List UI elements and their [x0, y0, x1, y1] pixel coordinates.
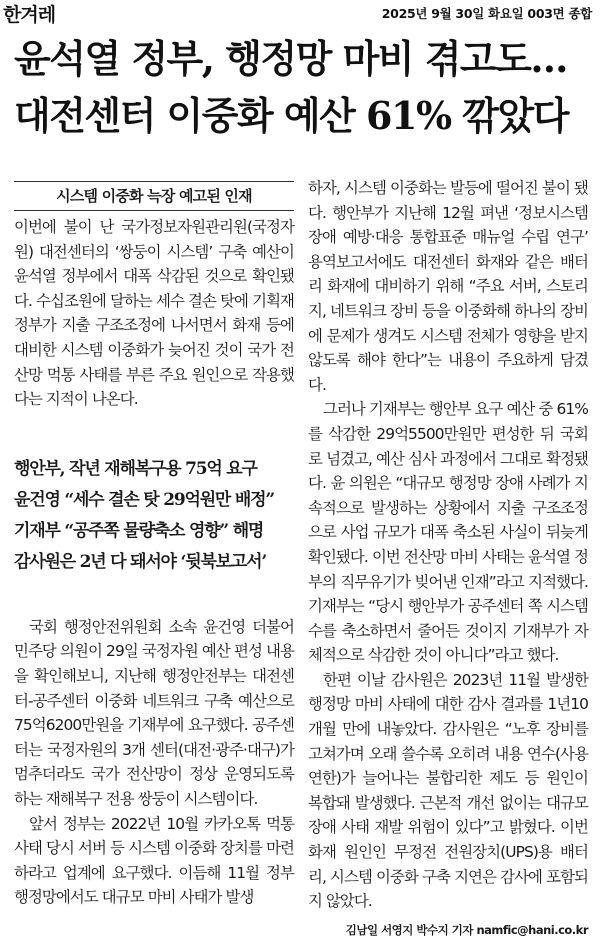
masthead — [0, 0, 600, 24]
headline-line-2: 대전센터 이중화 예산 61% 깎았다 — [14, 93, 568, 138]
headline — [14, 30, 594, 144]
byline: 김남일 서영지 박수지 기자 namfic@hani.co.kr — [345, 922, 588, 937]
headline-line-1: 윤석열 정부, 행정망 마비 겪고도… — [14, 36, 567, 81]
body-paragraph: 앞서 정부는 2022년 10월 카카오톡 먹통 사태 당시 서버 등 시스템 이중화 장치를 마련하라고 업계에 요구했다. 이듬해 11월 정부 행정망에서도 대규모 마비 사태가 발생 — [14, 814, 294, 907]
body-paragraph: 그러나 기재부는 행안부 요구 예산 중 61%를 삭감한 29억5500만원만 편성한 뒤 국회로 넘겼고, 예산 심사 과정에서 그대로 확정됐다. 윤 의원은 “대규모 행정망 장애 사례가 지속적으로 발생하는 상황에서 지출 구조조정으로 사업 규모가 대폭 축소된 사실이 뒤늦게 확인됐다. 이번 전산망 마비 사태는 윤석열 정부의 직무유기가 빚어낸 인재”라고 지적했다. 기재부는 “당시 행안부가 공주센터 쪽 시스템 수를 축소하면서 줄어든 것이지 기재부가 자체적으로 삭감한 것이 아니다”라고 했다. — [308, 400, 588, 665]
lead-paragraph: 이번에 불이 난 국가정보자원관리원(국정자원) 대전센터의 ‘쌍둥이 시스템’ 구축 예산이 윤석열 정부에서 대폭 삭감된 것으로 확인됐다. 수십조원에 달하는 세수 결손 탓에 기획재정부가 지출 구조조정에 나서면서 화재 등에 대비한 시스템 이중화가 늦어진 것이 국가 전산망 먹통 사태를 부른 주요 원인으로 작용했다는 지적이 나온다. — [14, 218, 294, 409]
body-paragraph-continued: 하자, 시스템 이중화는 발등에 떨어진 불이 됐다. 행안부가 지난해 12월 펴낸 ‘정보시스템 장애 예방·대응 통합표준 매뉴얼 수립 연구’ 용역보고서에도 대전센터 화재와 같은 배터리 화재에 대비하기 위해 “주요 서버, 스토리지, 네트워크 장비 등을 이중화해 하나의 장비에 문제가 생겨도 시스템 전체가 영향을 받지 않도록 해야 한다”는 내용이 주요하게 담겼다. — [308, 179, 588, 394]
body-paragraph: 한편 이날 감사원은 2023년 11월 발생한 행정망 마비 사태에 대한 감사 결과를 1년10개월 만에 내놓았다. 감사원은 “노후 장비를 고쳐가며 오래 쓸수록 오히려 내용 연수(사용 연한)가 늘어나는 불합리한 제도 등 원인이 복합돼 발생했다. 근본적 개선 없이는 대규모 장애 사태 재발 위험이 있다”고 밝혔다. 이번 화재 원인인 무정전 전원장치(UPS)용 배터리, 시스템 이중화 구축 지연은 감사에 포함되지 않았다. — [308, 670, 588, 911]
dateline: 2025년 9월 30일 화요일 003면 종합 — [381, 6, 592, 21]
body-paragraph: 국회 행정안전위원회 소속 윤건영 더불어민주당 의원이 29일 국정자원 예산 편성 내용을 확인해보니, 지난해 행정안전부는 대전센터-공주센터 이중화 네트워크 구축 예산으로 75억6200만원을 기재부에 요구했다. 공주센터는 국정자원의 3개 센터(대전·광주·대구)가 멈추더라도 국가 전산망이 정상 운영되도록 하는 재해복구 전용 쌍둥이 시스템이다. — [14, 617, 294, 808]
subhead: 행안부, 작년 재해복구용 75억 요구 — [14, 458, 257, 479]
subhead: 윤건영 “세수 결손 탓 29억원만 배정” — [14, 489, 274, 510]
subheads — [14, 454, 294, 578]
article-column-right — [308, 176, 588, 942]
article-column-left — [14, 172, 294, 910]
newspaper-logo: 한겨레 — [3, 4, 56, 26]
subhead: 감사원은 2년 다 돼서야 ‘뒷북보고서’ — [14, 551, 267, 572]
box-heading: 시스템 이중화 늑장 예고된 인재 — [14, 181, 294, 211]
subhead: 기재부 “공주쪽 물량축소 영향” 해명 — [14, 520, 264, 541]
